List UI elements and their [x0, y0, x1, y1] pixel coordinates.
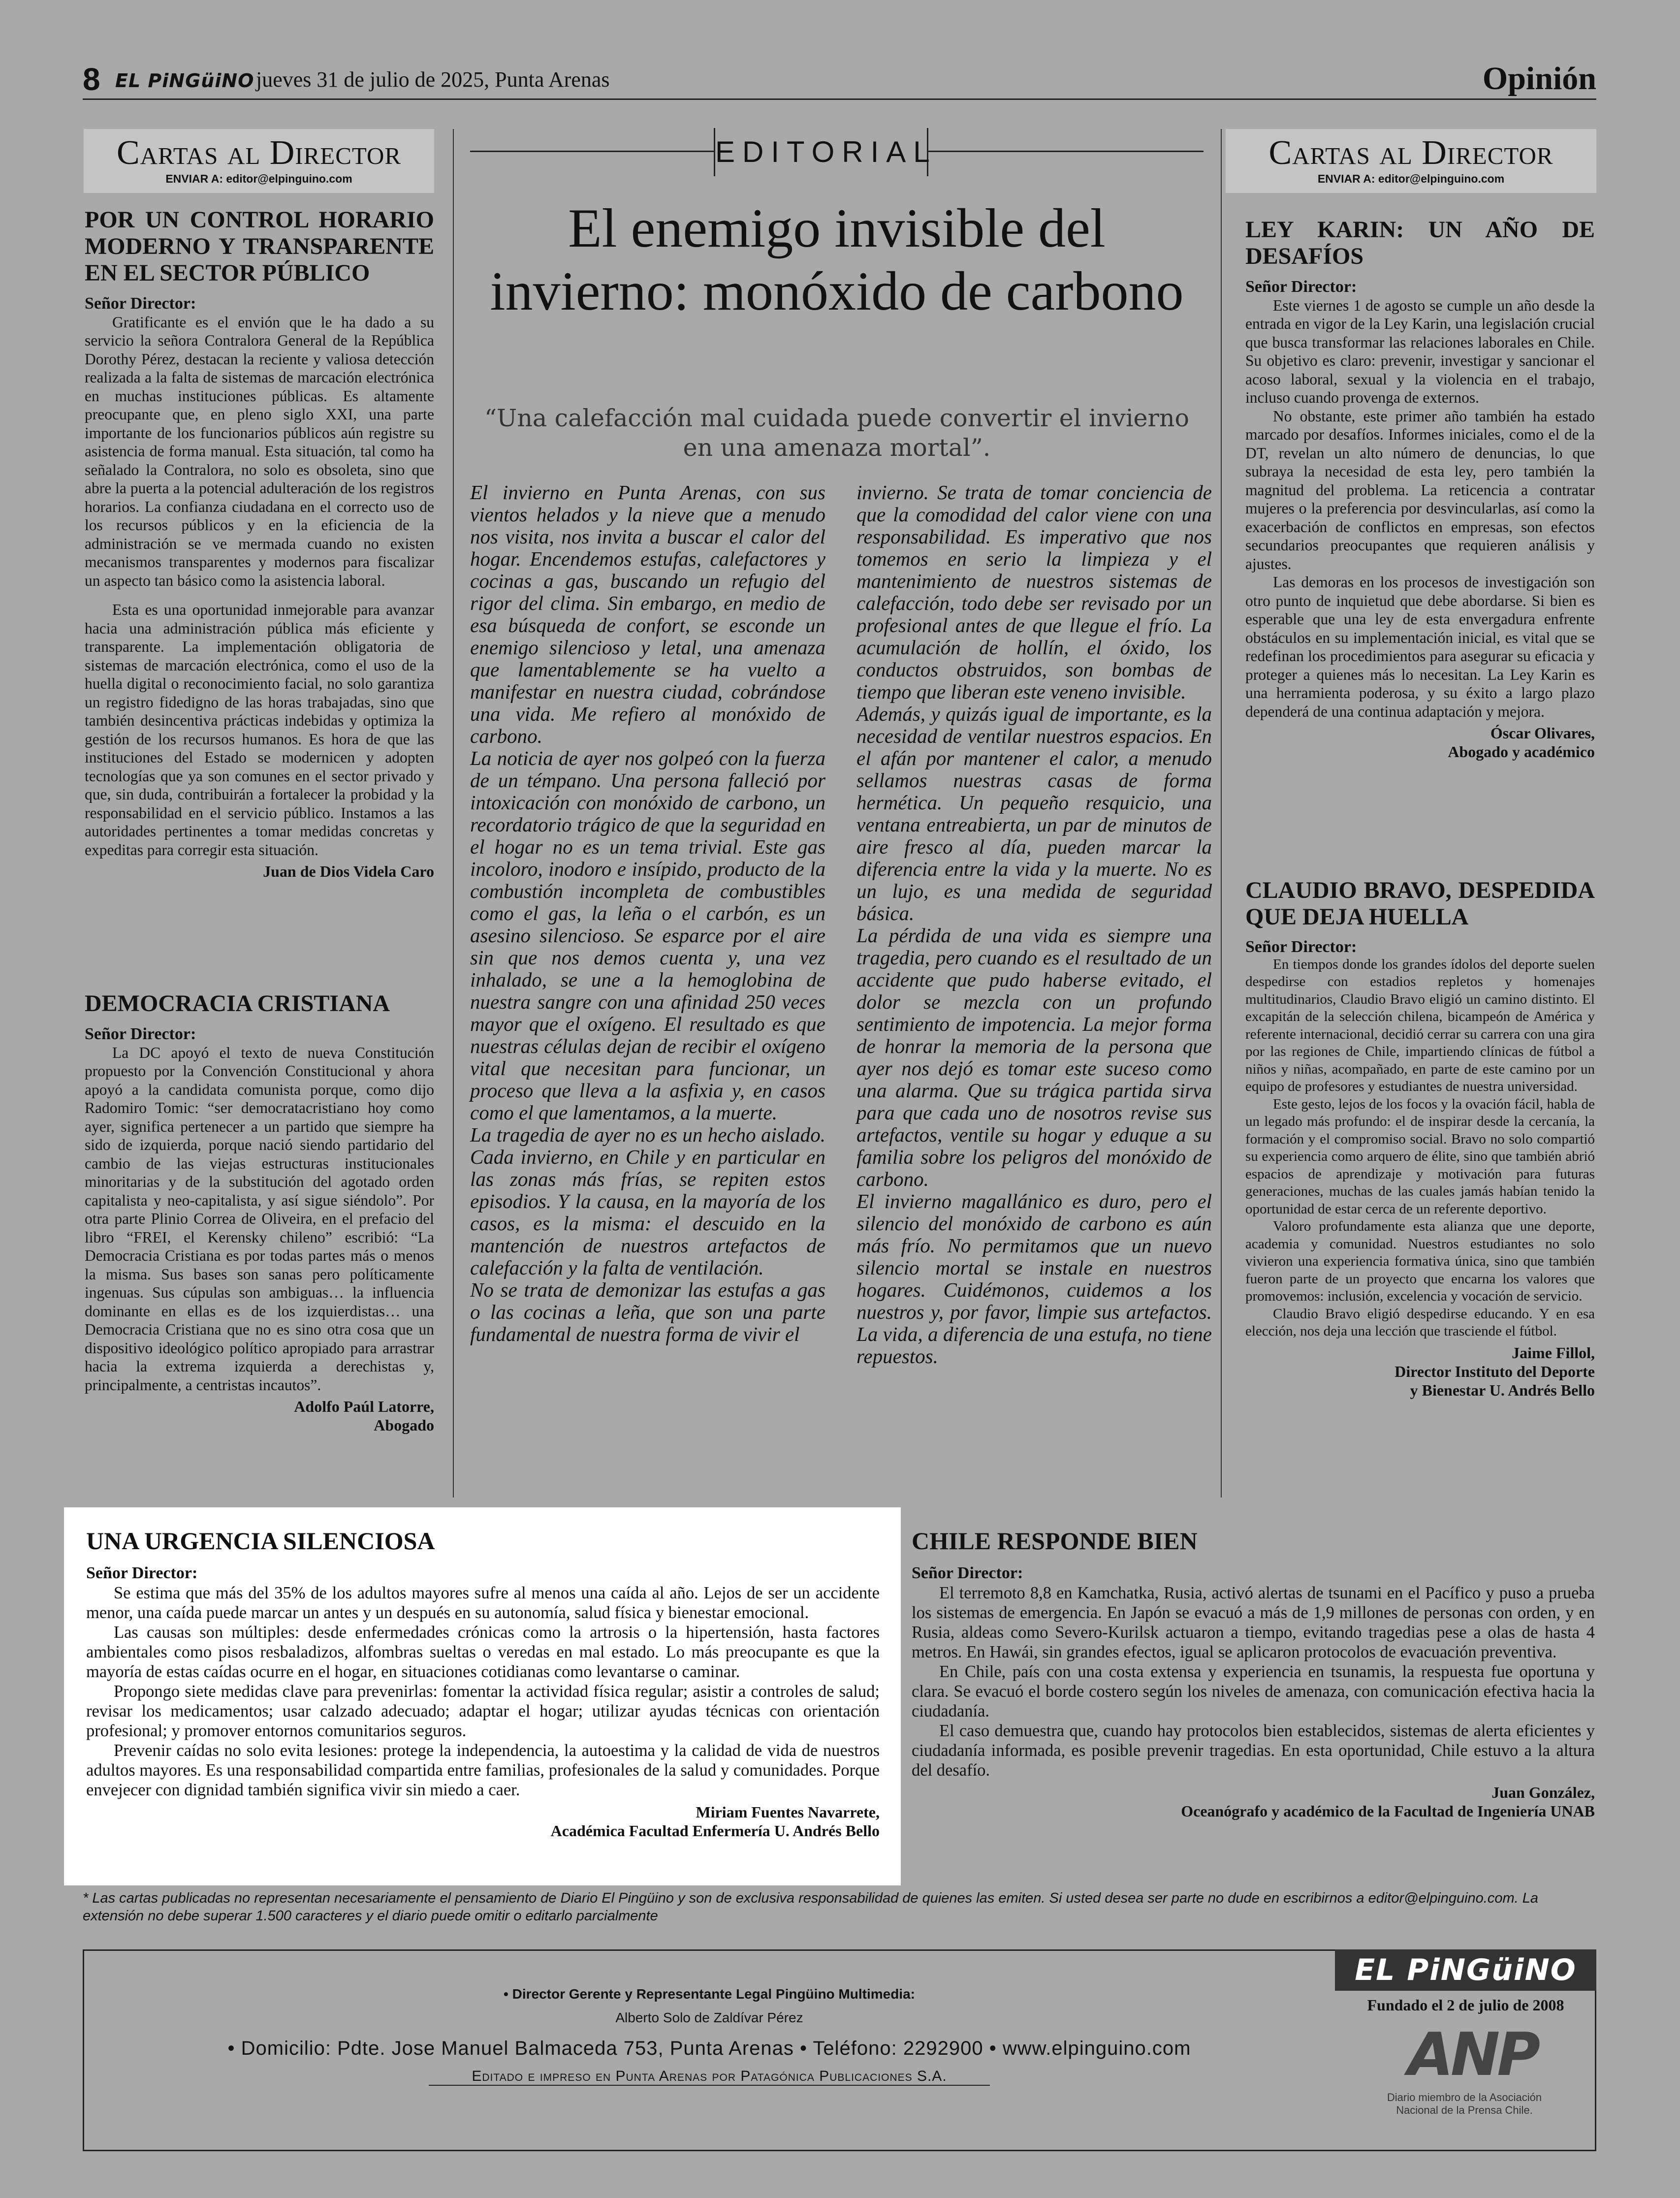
letter-paragraph: Las demoras en los procesos de investigación son otro punto de inquietud que debe abordarse. Si bien es esperable que una ley de esta envergadura enfrente obstáculos en su implementación inicial, es vital que se redefinan los procedimientos para asegurar su eficacia y proteger a quienes más lo necesitan. La Ley Karin es una herramienta poderosa, y su éxito a largo plazo dependerá de una continua adaptación y mejora.: [1245, 573, 1595, 720]
footer-printer: Editado e impreso en Punta Arenas por Patagónica Publicaciones S.A.: [429, 2068, 990, 2086]
page-header: [83, 61, 1596, 100]
editorial-title: El enemigo invisible del invierno: monóxido de carbono: [490, 198, 1184, 322]
column-divider: [453, 129, 454, 1497]
letter-control-horario: [85, 207, 434, 881]
signature-line: Abogado y académico: [1448, 743, 1595, 761]
footer-director-name: Alberto Solo de Zaldívar Pérez: [615, 2010, 803, 2025]
newspaper-logo: EL PiNGüiNO: [1335, 1949, 1596, 1991]
letter-paragraph: Este gesto, lejos de los focos y la ovación fácil, habla de un legado más profundo: el de inspirar desde la cercanía, la formación y el compromiso social. Bravo no solo compartió su experiencia como arquero de élite, sino que también abrió espacios de aprendizaje y motivación para futuras generaciones, muchas de las cuales jamás habían tenido la oportunidad de estar cerca de un referente deportivo.: [1245, 1096, 1595, 1217]
letter-paragraph: Gratificante es el envión que le ha dado a su servicio la señora Contralora General de la República Dorothy Pérez, destacan la reciente y valiosa detección realizada a la falta de sistemas de marcación electrónica en muchas instituciones públicas. Es altamente preocupante que, en pleno siglo XXI, una parte importante de los funcionarios públicos aún registre su asistencia de forma manual. Esta situación, tal como ha señalado la Contralora, no solo es obsoleta, sino que abre la puerta a la potencial adulteración de los registros horarios. La confianza ciudadana en el correcto uso de los recursos públicos y en la eficiencia de la administración se ve mermada cuando no existen mecanismos transparentes y modernos para fiscalizar un aspecto tan básico como la asistencia laboral.: [85, 313, 434, 589]
letter-salutation: Señor Director:: [85, 1025, 196, 1043]
letter-headline: CHILE RESPONDE BIEN: [912, 1527, 1198, 1555]
editorial-label: EDITORIAL: [714, 128, 928, 176]
signature-line: Académica Facultad Enfermería U. Andrés Bello: [550, 1822, 880, 1840]
signature-line: y Bienestar U. Andrés Bello: [1410, 1381, 1595, 1399]
cartas-title: Cartas al Director: [1268, 134, 1553, 172]
letter-paragraph: En tiempos donde los grandes ídolos del deporte suelen despedirse con estadios repletos y homenajes multitudinarios, Claudio Bravo eligió un camino distinto. El excapitán de la selección chilena, bicampeón de América y referente internacional, decidió cerrar su carrera con una gira por las regiones de Chile, impartiendo clínicas de fútbol a niños y niñas, acompañado, en parte de este camino por un equipo de profesores y estudiantes de nuestra universidad.: [1245, 956, 1595, 1094]
signature-line: Oceanógrafo y académico de la Facultad de Ingeniería UNAB: [1181, 1802, 1595, 1820]
anp-logo: ANP: [1408, 2021, 1538, 2089]
letter-headline: CLAUDIO BRAVO, DESPEDIDA QUE DEJA HUELLA: [1245, 877, 1595, 930]
editorial-paragraph: La tragedia de ayer no es un hecho aislado. Cada invierno, en Chile y en particular en las zonas más frías, se repiten estos episodios. Y la causa, en la mayoría de los casos, es la misma: el descuido en la mantención de nuestros artefactos de calefacción y la falta de ventilación.: [470, 1123, 825, 1279]
send-to-email: ENVIAR A: editor@elpinguino.com: [165, 172, 352, 185]
letter-headline: UNA URGENCIA SILENCIOSA: [86, 1527, 435, 1555]
letter-democracia-cristiana: [85, 990, 434, 1434]
signature-line: Abogado: [374, 1416, 434, 1434]
disclaimer: * Las cartas publicadas no representan necesariamente el pensamiento de Diario El Pingüino y son de exclusiva responsabilidad de quienes las emiten. Si usted desea ser parte no dude en escribirnos a editor@elpinguino.com. La extensión no debe superar 1.500 caracteres y el diario puede omitir o editarlo parcialmente: [83, 1890, 1539, 1924]
letter-paragraph: La DC apoyó el texto de nueva Constitución propuesto por la Convención Constitucional y ahora apoyó a la candidata comunista porque, como dijo Radomiro Tomic: “ser democratacristiano hoy como ayer, significa pertenecer a un partido que siempre ha sido de izquierda, porque nació siendo partidario del cambio de las viejas estructuras institucionales minoritarias y de la substitución del agotado orden capitalista y neo-capitalista, y así sigue siéndolo”. Por otra parte Plinio Correa de Oliveira, en el prefacio del libro “FREI, el Kerensky chileno” escribió: “La Democracia Cristiana es por todas partes más o menos la misma. Sus bases son sanas pero políticamente ingenuas. Sus cúpulas son ambiguas… la influencia dominante en ellas es de los izquierdistas… una Democracia Cristiana que no es sino otra cosa que un dispositivo ideológico político apropiado para arrastrar hacia la extrema izquierda a derechistas y, principalmente, a centristas incautos”.: [85, 1044, 434, 1394]
left-column-heading: [84, 129, 434, 193]
letter-paragraph: En Chile, país con una costa extensa y experiencia en tsunamis, la respuesta fue oportuna y clara. Se evacuó el borde costero según los niveles de amenaza, con comunicación efectiva hacia la ciudadanía.: [912, 1662, 1595, 1720]
signature-line: Juan González,: [1491, 1784, 1595, 1801]
anp-text: Diario miembro de la Asociación Nacional de la Prensa Chile.: [1387, 2091, 1542, 2116]
right-column-heading: [1226, 129, 1596, 193]
letter-paragraph: Las causas son múltiples: desde enfermedades crónicas como la artrosis o la hipertensión, hasta factores ambientales como pisos resbaladizos, alfombras sueltas o veredas en mal estado. Lo más preocupante es que la mayoría de estas caídas ocurre en el hogar, en situaciones cotidianas como levantarse o caminar.: [86, 1623, 880, 1681]
signature-line: Óscar Olivares,: [1490, 724, 1595, 742]
footer-director-label: • Director Gerente y Representante Legal Pingüino Multimedia:: [504, 1986, 915, 2002]
signature-line: Adolfo Paúl Latorre,: [294, 1398, 434, 1415]
issue-date: jueves 31 de julio de 2025, Punta Arenas: [256, 67, 610, 92]
letter-headline: LEY KARIN: UN AÑO DE DESAFÍOS: [1245, 217, 1595, 269]
letter-paragraph: Esta es una oportunidad inmejorable para avanzar hacia una administración pública más eficiente y transparente. La implementación obligatoria de sistemas de marcación electrónica, como el uso de la huella digital o reconocimiento facial, no solo garantiza un registro fidedigno de las horas trabajadas, sino que también desincentiva prácticas indebidas y optimiza la gestión de los recursos humanos. Es hora de que las instituciones del Estado se modernicen y adopten tecnologías que ya son comunes en el sector privado y que, sin duda, contribuirán a fortalecer la probidad y la responsabilidad en el servicio público. Instamos a las autoridades pertinentes a tomar medidas concretas y expeditas para corregir esta situación.: [85, 601, 434, 859]
letter-headline: POR UN CONTROL HORARIO MODERNO Y TRANSPARENTE EN EL SECTOR PÚBLICO: [85, 207, 434, 286]
letter-paragraph: Claudio Bravo eligió despedirse educando. Y en esa elección, nos deja una lección que trasciende el fútbol.: [1245, 1306, 1595, 1339]
editorial-column-1: [470, 481, 825, 1345]
column-divider: [1221, 129, 1222, 1497]
editorial-paragraph: El invierno magallánico es duro, pero el silencio del monóxido de carbono es aún más frío. No permitamos que un nuevo silencio mortal se instale en nuestros hogares. Cuidémonos, cuidemos a los nuestros y, por favor, limpie sus artefactos. La vida, a diferencia de una estufa, no tiene repuestos.: [856, 1190, 1212, 1368]
editorial-paragraph: No se trata de demonizar las estufas a gas o las cocinas a leña, que son una parte fundamental de nuestra forma de vivir el: [470, 1278, 825, 1345]
signature-line: Miriam Fuentes Navarrete,: [696, 1803, 880, 1821]
letter-paragraph: No obstante, este primer año también ha estado marcado por desafíos. Informes iniciales, como el de la DT, revelan un alto número de denuncias, lo que subraya la necesidad de esta ley, pero también la magnitud del problema. La reticencia a contratar mujeres o la preferencia por desvincularlas, así como la exacerbación de conflictos en empresas, son efectos secundarios preocupantes que requieren análisis y ajustes.: [1245, 407, 1595, 573]
letter-headline: DEMOCRACIA CRISTIANA: [85, 990, 390, 1017]
editorial-column-2: [856, 481, 1212, 1368]
letter-salutation: Señor Director:: [1245, 938, 1357, 956]
letter-salutation: Señor Director:: [86, 1564, 198, 1582]
letter-signature: [1245, 724, 1595, 761]
newspaper-name: EL PiNGüiNO: [115, 70, 254, 92]
letter-paragraph: Se estima que más del 35% de los adultos mayores sufre al menos una caída al año. Lejos de ser un accidente menor, una caída puede marcar un antes y un después en su autonomía, salud física y bienestar emocional.: [86, 1584, 880, 1622]
send-to-email: ENVIAR A: editor@elpinguino.com: [1317, 172, 1505, 185]
letter-claudio-bravo: [1245, 877, 1595, 1400]
letter-chile-responde: [912, 1527, 1595, 1820]
letter-signature: [912, 1783, 1595, 1820]
signature-line: Jaime Fillol,: [1512, 1343, 1595, 1362]
letter-salutation: Señor Director:: [1245, 278, 1357, 296]
page-number: 8: [83, 62, 100, 97]
signature-line: Director Instituto del Deporte: [1395, 1362, 1595, 1380]
founded-date: Fundado el 2 de julio de 2008: [1367, 1996, 1564, 2014]
editorial-paragraph: La noticia de ayer nos golpeó con la fuerza de un témpano. Una persona falleció por intoxicación con monóxido de carbono, un recordatorio trágico de que la seguridad en el hogar no es un tema trivial. Este gas incoloro, inodoro e insípido, producto de la combustión incompleta de combustibles como el gas, la leña o el carbón, es un asesino silencioso. Se esparce por el aire sin que nos demos cuenta y, una vez inhalado, se une a la hemoglobina de nuestra sangre con una afinidad 250 veces mayor que el oxígeno. El resultado es que nuestras células dejan de recibir el oxígeno vital que necesitan para funcionar, un proceso que lleva a la asfixia y, en casos como el que lamentamos, a la muerte.: [470, 747, 825, 1124]
editorial-subtitle: “Una calefacción mal cuidada puede convertir el invierno en una amenaza mortal”.: [484, 404, 1190, 462]
letter-ley-karin: [1245, 217, 1595, 761]
letter-paragraph: Este viernes 1 de agosto se cumple un año desde la entrada en vigor de la Ley Karin, una legislación crucial que busca transformar las relaciones laborales en Chile. Su objetivo es claro: prevenir, investigar y sancionar el acoso laboral, sexual y la violencia en el trabajo, incluso cuando provenga de externos.: [1245, 296, 1595, 406]
editorial-paragraph: Además, y quizás igual de importante, es la necesidad de ventilar nuestros espacios. En el afán por mantener el calor, a menudo sellamos nuestras casas de forma hermética. Un pequeño resquicio, una ventana entreabierta, un par de minutos de aire fresco al día, pueden marcar la diferencia entre la vida y la muerte. No es un lujo, es una medida de seguridad básica.: [856, 702, 1212, 924]
editorial-paragraph: El invierno en Punta Arenas, con sus vientos helados y la nieve que a menudo nos visita, nos invita a buscar el calor del hogar. Encendemos estufas, calefactores y cocinas a gas, buscando un refugio del rigor del clima. Sin embargo, en medio de esa búsqueda de confort, se esconde un enemigo silencioso y letal, una amenaza que lamentablemente se ha vuelto a manifestar en nuestra ciudad, cobrándose una vida. Me refiero al monóxido de carbono.: [470, 481, 825, 747]
letter-signature: [1245, 1343, 1595, 1400]
letter-signature: [85, 1397, 434, 1434]
letter-urgencia-silenciosa-box: [64, 1507, 901, 1885]
letter-signature: Juan de Dios Videla Caro: [263, 862, 434, 880]
cartas-title: Cartas al Director: [116, 134, 402, 172]
footer-address: • Domicilio: Pdte. Jose Manuel Balmaceda 753, Punta Arenas • Teléfono: 2292900 • www.elpinguino.com: [227, 2038, 1191, 2059]
letter-urgencia-silenciosa: [86, 1527, 880, 1840]
section-title: Opinión: [1482, 61, 1596, 96]
letter-salutation: Señor Director:: [912, 1564, 1023, 1582]
letter-paragraph: El caso demuestra que, cuando hay protocolos bien establecidos, sistemas de alerta eficientes y ciudadanía informada, es posible prevenir tragedias. En esta oportunidad, Chile estuvo a la altura del desafío.: [912, 1721, 1595, 1780]
editorial-paragraph: invierno. Se trata de tomar conciencia de que la comodidad del calor viene con una responsabilidad. Es imperativo que nos tomemos en serio la limpieza y el mantenimiento de nuestros sistemas de calefacción, todo debe ser revisado por un profesional antes de que llegue el frío. La acumulación de hollín, el óxido, los conductos obstruidos, son bombas de tiempo que liberan este veneno invisible.: [856, 481, 1212, 703]
editorial-paragraph: La pérdida de una vida es siempre una tragedia, pero cuando es el resultado de un accidente que pudo haberse evitado, el dolor se mezcla con un profundo sentimiento de impotencia. La mejor forma de honrar la memoria de la persona que ayer nos dejó es tomar este suceso como una alarma. Que su trágica partida sirva para que cada uno de nosotros revise sus artefactos, ventile su hogar y eduque a su familia sobre los peligros del monóxido de carbono.: [856, 924, 1212, 1190]
letter-signature: [86, 1803, 880, 1840]
letter-paragraph: Propongo siete medidas clave para prevenirlas: fomentar la actividad física regular; asistir a controles de salud; revisar los medicamentos; usar calzado adecuado; adaptar el hogar; utilizar ayudas técnicas con orientación profesional; y promover entornos comunitarios seguros.: [86, 1682, 880, 1740]
letter-salutation: Señor Director:: [85, 294, 196, 313]
letter-paragraph: El terremoto 8,8 en Kamchatka, Rusia, activó alertas de tsunami en el Pacífico y puso a prueba los sistemas de emergencia. En Japón se evacuó a más de 1,9 millones de personas con orden, y en Rusia, aldeas como Severo-Kurilsk actuaron a tiempo, evitando tragedias pese a olas de hasta 4 metros. En Hawái, sin grandes efectos, igual se aplicaron protocolos de evacuación preventiva.: [912, 1584, 1595, 1661]
letter-paragraph: Prevenir caídas no solo evita lesiones: protege la independencia, la autoestima y la calidad de vida de nuestros adultos mayores. Es una responsabilidad compartida entre familias, profesionales de la salud y comunidades. Porque envejecer con dignidad también significa vivir sin miedo a caer.: [86, 1741, 880, 1799]
letter-paragraph: Valoro profundamente esta alianza que une deporte, academia y comunidad. Nuestros estudiantes no solo vivieron una experiencia formativa única, sino que también fueron parte de un proyecto que encarna los valores que promovemos: inclusión, excelencia y vocación de servicio.: [1245, 1218, 1595, 1304]
